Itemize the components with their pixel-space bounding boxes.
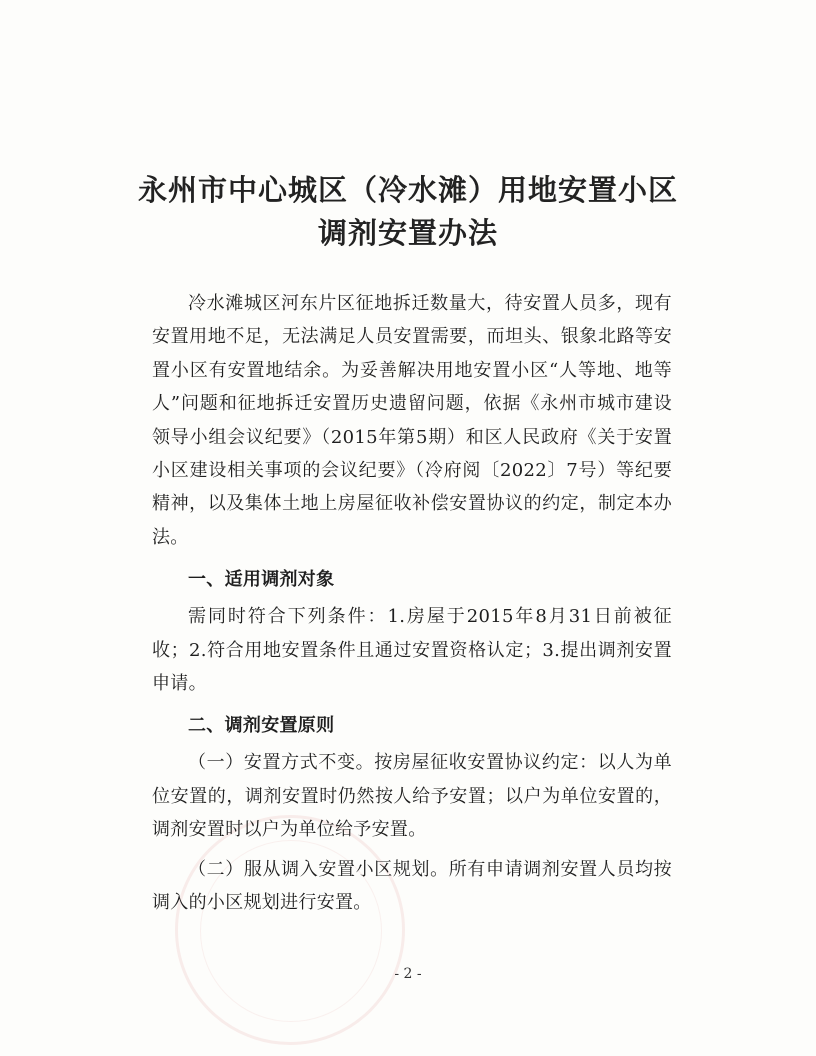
intro-paragraph: 冷水滩城区河东片区征地拆迁数量大，待安置人员多，现有安置用地不足，无法满足人员安置需要，而坦头、银象北路等安置小区有安置地结余。为妥善解决用地安置小区“人等地、地等人”问题和征地拆迁安置历史遗留问题，依据《永州市城市建设领导小组会议纪要》（2015年第5期）和区人民政府《关于安置小区建设相关事项的会议纪要》（冷府阅〔2022〕7号）等纪要精神，以及集体土地上房屋征收补偿安置协议的约定，制定本办法。 bbox=[152, 293, 672, 548]
document-title-line-1: 永州市中心城区（冷水滩）用地安置小区 bbox=[137, 173, 678, 207]
section-2-heading: 二、调剂安置原则 bbox=[188, 715, 335, 737]
document-body bbox=[152, 287, 672, 920]
section-2-item-2: （二）服从调入安置小区规划。所有申请调剂安置人员均按调入的小区规划进行安置。 bbox=[152, 858, 672, 914]
page-number: - 2 - bbox=[394, 966, 422, 982]
section-2-item-1: （一）安置方式不变。按房屋征收安置协议约定：以人为单位安置的，调剂安置时仍然按人给予安置；以户为单位安置的，调剂安置时以户为单位给予安置。 bbox=[152, 752, 672, 841]
section-1-text: 需同时符合下列条件：1.房屋于2015年8月31日前被征收；2.符合用地安置条件且通过安置资格认定；3.提出调剂安置申请。 bbox=[152, 606, 672, 695]
section-1-heading: 一、适用调剂对象 bbox=[188, 569, 335, 591]
document-title-line-2: 调剂安置办法 bbox=[317, 216, 498, 250]
